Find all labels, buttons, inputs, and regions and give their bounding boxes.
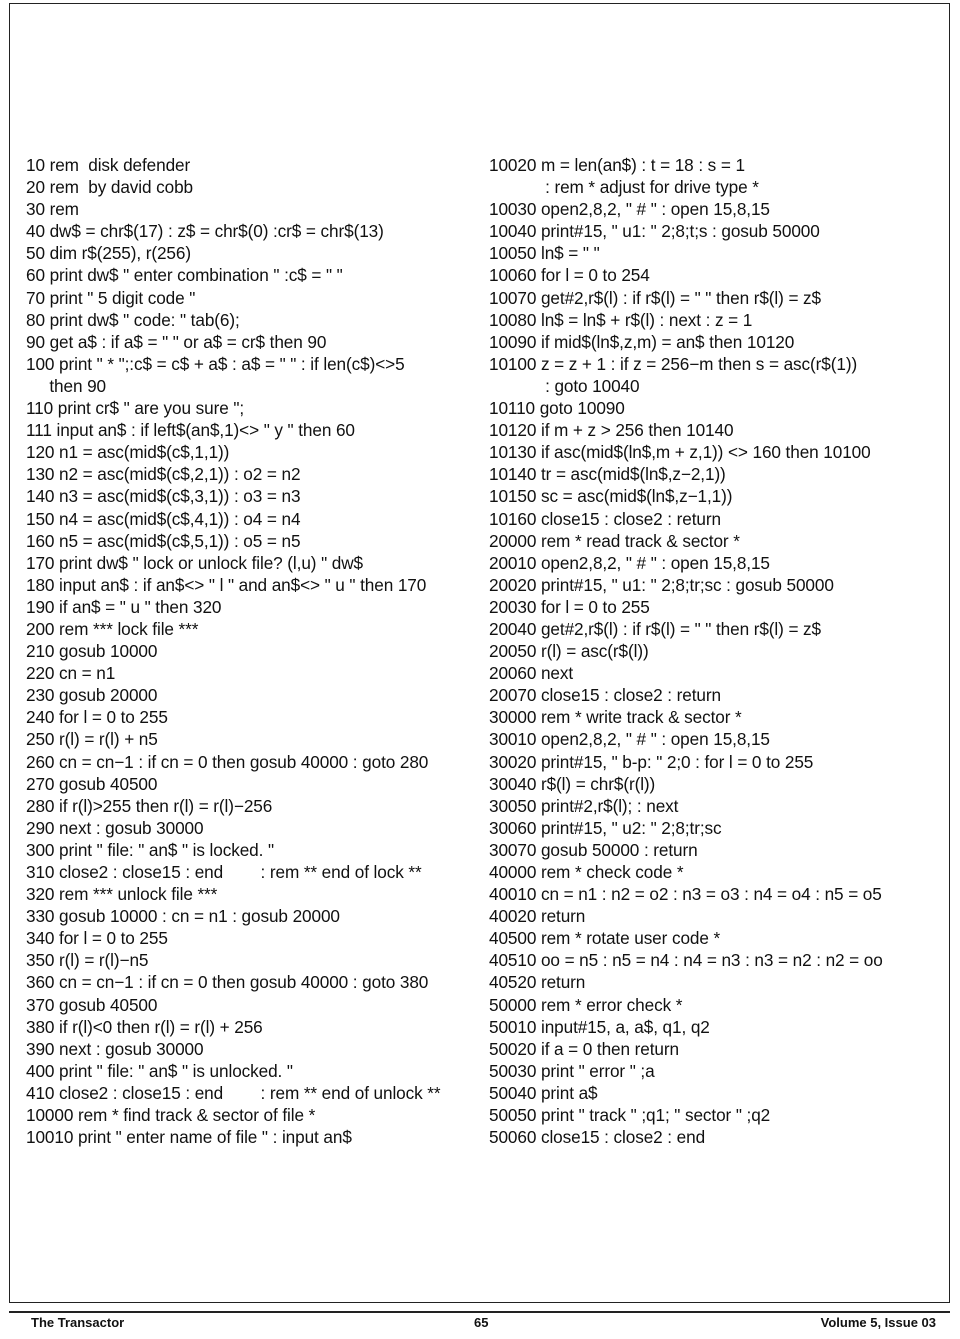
code-line: 290 next : gosub 30000 (26, 817, 204, 838)
code-line: 10040 print#15, " u1: " 2;8;t;s : gosub 50000 (489, 221, 820, 242)
code-line: 40520 return (489, 972, 586, 993)
publication-name: The Transactor (31, 1315, 125, 1330)
code-line: 30020 print#15, " b-p: " 2;0 : for l = 0 to 255 (489, 751, 814, 772)
code-line: 40500 rem * rotate user code * (489, 928, 721, 949)
code-line: 20010 open2,8,2, " # " : open 15,8,15 (489, 552, 770, 573)
code-line: 70 print " 5 digit code " (26, 287, 196, 308)
code-line: 50010 input#15, a, a$, q1, q2 (489, 1016, 710, 1037)
code-line: 380 if r(l)<0 then r(l) = r(l) + 256 (26, 1016, 263, 1037)
code-line: 10050 ln$ = " " (489, 243, 600, 264)
code-line: 30070 gosub 50000 : return (489, 839, 698, 860)
code-line: 50000 rem * error check * (489, 994, 683, 1015)
code-line: 20040 get#2,r$(l) : if r$(l) = " " then r$(l) = z$ (489, 618, 822, 639)
code-line: 20050 r(l) = asc(r$(l)) (489, 641, 649, 662)
code-line: 270 gosub 40500 (26, 773, 158, 794)
code-line: 20030 for l = 0 to 255 (489, 596, 650, 617)
code-line: 80 print dw$ " code: " tab(6); (26, 309, 240, 330)
code-line: 10160 close15 : close2 : return (489, 508, 721, 529)
code-line: : goto 10040 (489, 375, 640, 396)
code-line: 90 get a$ : if a$ = " " or a$ = cr$ then 90 (26, 331, 327, 352)
code-line: 30000 rem * write track & sector * (489, 707, 742, 728)
code-line: 10 rem disk defender (26, 155, 191, 175)
code-line: 180 input an$ : if an$<> " l " and an$<> " u " then 170 (26, 574, 427, 595)
code-line: 230 gosub 20000 (26, 685, 158, 706)
code-line: 30 rem (26, 199, 79, 220)
code-line: 350 r(l) = r(l)−n5 (26, 950, 149, 971)
listing-right-column (489, 154, 929, 1148)
code-line: 280 if r(l)>255 then r(l) = r(l)−256 (26, 795, 273, 816)
code-line: 10150 sc = asc(mid$(ln$,z−1,1)) (489, 486, 733, 507)
code-line: 400 print " file: " an$ " is unlocked. " (26, 1060, 293, 1081)
code-line: 10060 for l = 0 to 254 (489, 265, 650, 286)
code-line: 30010 open2,8,2, " # " : open 15,8,15 (489, 729, 770, 750)
code-line: 50 dim r$(255), r(256) (26, 243, 191, 264)
code-line: 10130 if asc(mid$(ln$,m + z,1)) <> 160 then 10100 (489, 442, 871, 463)
code-line: 10120 if m + z > 256 then 10140 (489, 420, 734, 441)
code-line: 200 rem *** lock file *** (26, 618, 199, 639)
code-line: 10090 if mid$(ln$,z,m) = an$ then 10120 (489, 331, 795, 352)
code-line: 60 print dw$ " enter combination " :c$ = " " (26, 265, 343, 286)
code-line: 370 gosub 40500 (26, 994, 158, 1015)
code-line: 10010 print " enter name of file " : input an$ (26, 1127, 352, 1148)
code-line: then 90 (26, 375, 107, 396)
code-line: 390 next : gosub 30000 (26, 1038, 204, 1059)
code-line: 170 print dw$ " lock or unlock file? (l,u) " dw$ (26, 552, 363, 573)
code-line: 360 cn = cn−1 : if cn = 0 then gosub 40000 : goto 380 (26, 972, 429, 993)
code-line: 100 print " * ";:c$ = c$ + a$ : a$ = " " : if len(c$)<>5 (26, 353, 405, 374)
code-line: 20070 close15 : close2 : return (489, 685, 721, 706)
code-line: 10020 m = len(an$) : t = 18 : s = 1 (489, 155, 745, 175)
listing-left-column (26, 154, 476, 1148)
code-line: 250 r(l) = r(l) + n5 (26, 729, 158, 750)
code-line: 10100 z = z + 1 : if z = 256−m then s = asc(r$(1)) (489, 353, 858, 374)
code-line: 40020 return (489, 906, 586, 927)
code-line: 10030 open2,8,2, " # " : open 15,8,15 (489, 199, 770, 220)
code-line: 10080 ln$ = ln$ + r$(l) : next : z = 1 (489, 309, 753, 330)
code-line: : rem * adjust for drive type * (489, 177, 759, 198)
code-line: 30060 print#15, " u2: " 2;8;tr;sc (489, 817, 722, 838)
code-line: 50030 print " error " ;a (489, 1060, 655, 1081)
code-line: 190 if an$ = " u " then 320 (26, 596, 222, 617)
code-line: 50020 if a = 0 then return (489, 1038, 679, 1059)
code-line: 220 cn = n1 (26, 663, 116, 684)
code-line: 120 n1 = asc(mid$(c$,1,1)) (26, 442, 230, 463)
code-line: 10110 goto 10090 (489, 398, 625, 419)
code-line: 40010 cn = n1 : n2 = o2 : n3 = o3 : n4 = o4 : n5 = o5 (489, 884, 882, 905)
code-line: 110 print cr$ " are you sure "; (26, 398, 245, 419)
page-footer (9, 1311, 950, 1333)
code-line: 50040 print a$ (489, 1082, 598, 1103)
code-line: 310 close2 : close15 : end : rem ** end of lock ** (26, 862, 422, 882)
code-line: 30050 print#2,r$(l); : next (489, 795, 679, 816)
issue-label: Volume 5, Issue 03 (820, 1315, 936, 1330)
code-line: 20000 rem * read track & sector * (489, 530, 740, 551)
code-line: 260 cn = cn−1 : if cn = 0 then gosub 40000 : goto 280 (26, 751, 429, 772)
code-line: 240 for l = 0 to 255 (26, 707, 168, 728)
code-line: 20020 print#15, " u1: " 2;8;tr;sc : gosub 50000 (489, 574, 834, 595)
code-line: 30040 r$(l) = chr$(r(l)) (489, 773, 656, 794)
code-line: 410 close2 : close15 : end : rem ** end of unlock ** (26, 1082, 441, 1103)
code-line: 111 input an$ : if left$(an$,1)<> " y " then 60 (26, 420, 355, 441)
code-line: 40 dw$ = chr$(17) : z$ = chr$(0) :cr$ = chr$(13) (26, 221, 384, 242)
code-line: 130 n2 = asc(mid$(c$,2,1)) : o2 = n2 (26, 464, 301, 485)
code-line: 10140 tr = asc(mid$(ln$,z−2,1)) (489, 464, 726, 485)
code-line: 210 gosub 10000 (26, 641, 158, 662)
code-line: 40510 oo = n5 : n5 = n4 : n4 = n3 : n3 = n2 : n2 = oo (489, 950, 883, 971)
code-line: 20060 next (489, 663, 574, 684)
code-line: 320 rem *** unlock file *** (26, 884, 218, 905)
code-line: 10070 get#2,r$(l) : if r$(l) = " " then r$(l) = z$ (489, 287, 822, 308)
code-line: 140 n3 = asc(mid$(c$,3,1)) : o3 = n3 (26, 486, 301, 507)
code-line: 50050 print " track " ;q1; " sector " ;q2 (489, 1105, 771, 1126)
code-line: 20 rem by david cobb (26, 177, 194, 198)
code-line: 340 for l = 0 to 255 (26, 928, 168, 949)
code-line: 300 print " file: " an$ " is locked. " (26, 839, 274, 860)
code-line: 330 gosub 10000 : cn = n1 : gosub 20000 (26, 906, 340, 927)
code-line: 50060 close15 : close2 : end (489, 1127, 706, 1148)
code-line: 150 n4 = asc(mid$(c$,4,1)) : o4 = n4 (26, 508, 301, 529)
code-line: 160 n5 = asc(mid$(c$,5,1)) : o5 = n5 (26, 530, 301, 551)
page-number: 65 (474, 1315, 489, 1330)
code-line: 40000 rem * check code * (489, 862, 684, 882)
code-line: 10000 rem * find track & sector of file * (26, 1105, 316, 1126)
